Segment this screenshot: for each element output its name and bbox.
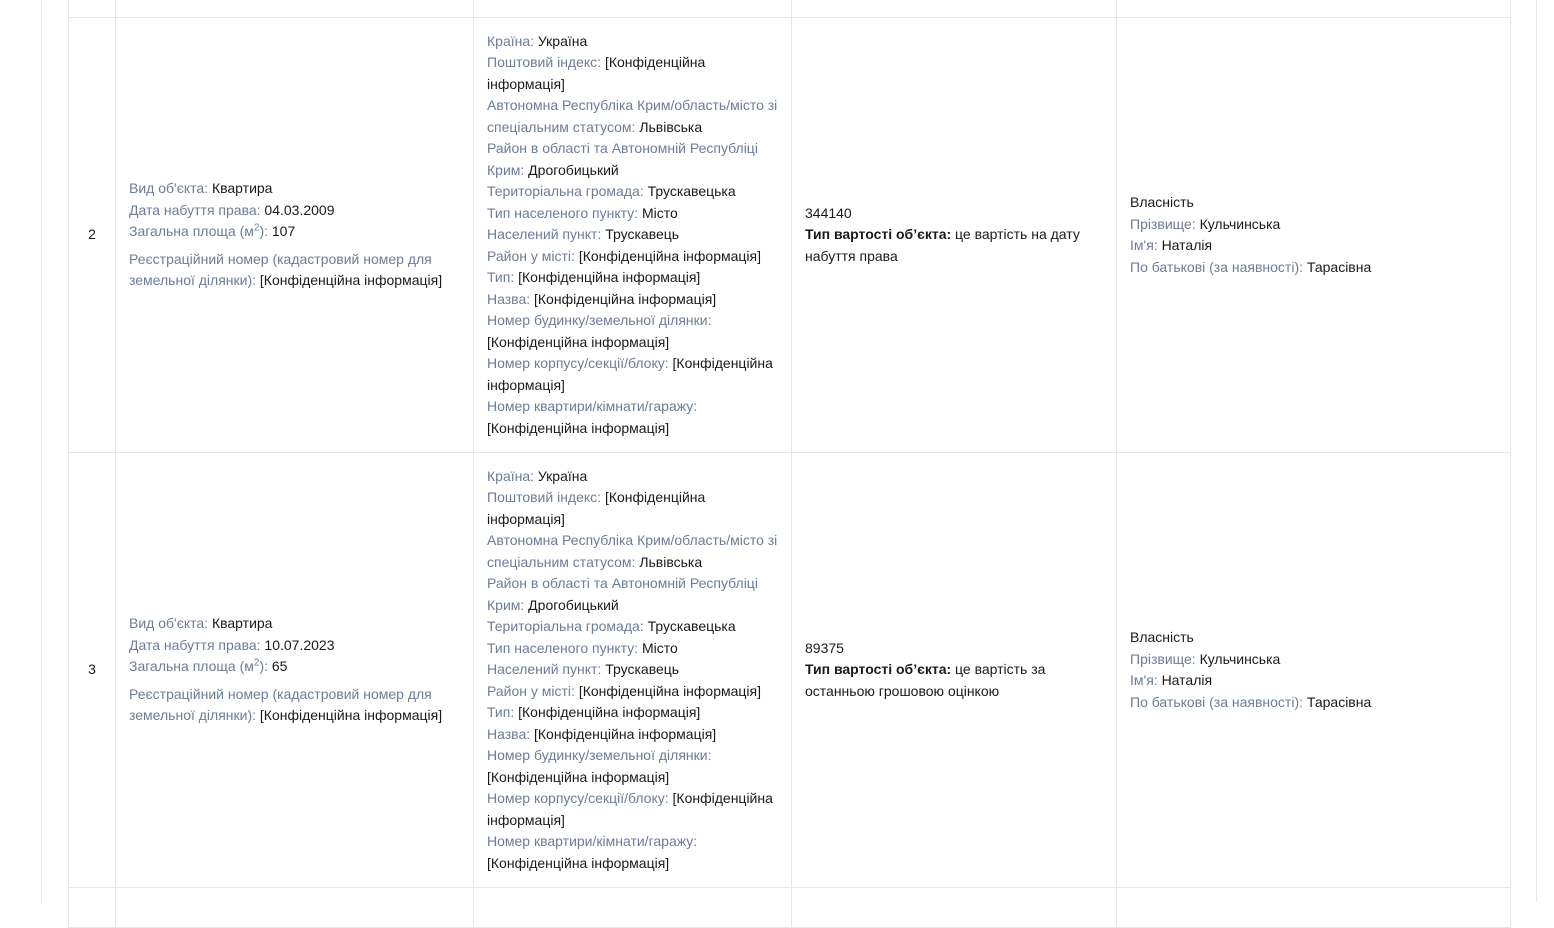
- patronymic-label: По батькові (за наявності):: [1130, 258, 1304, 275]
- object-type-value: Квартира: [211, 615, 273, 632]
- row-number: 2: [69, 18, 116, 453]
- community-label: Територіальна громада:: [487, 618, 644, 635]
- right-type: Власність: [1130, 194, 1194, 210]
- community-value: Трускавецька: [647, 618, 736, 635]
- area-value: 65: [271, 658, 288, 675]
- object-type-value: Квартира: [211, 180, 273, 197]
- country-label: Країна:: [487, 467, 535, 484]
- first-name-value: Наталія: [1161, 672, 1213, 688]
- postal-label: Поштовий індекс:: [487, 489, 602, 506]
- country-value: Україна: [537, 32, 588, 49]
- value-cell: [792, 18, 1117, 453]
- street-name-value: [Конфіденційна інформація]: [534, 290, 717, 307]
- owner-cell: [1117, 453, 1511, 888]
- district-value: Дрогобицький: [528, 161, 619, 178]
- reg-number-label: Реєстраційний номер (кадастровий номер для земельної ділянки):: [129, 685, 432, 724]
- reg-number-value: [Конфіденційна інформація]: [259, 707, 443, 724]
- settlement-label: Населений пункт:: [487, 661, 602, 678]
- apartment-label: Номер квартири/кімнати/гаражу:: [487, 398, 698, 415]
- value-type-label: Тип вартості об’єкта:: [805, 661, 952, 678]
- object-info-cell: [116, 453, 474, 888]
- building-value: [Конфіденційна інформація]: [487, 355, 773, 393]
- first-name-value: Наталія: [1161, 237, 1213, 253]
- patronymic-value: Тарасівна: [1306, 258, 1372, 275]
- house-label: Номер будинку/земельної ділянки:: [487, 747, 712, 764]
- surname-value: Кульчинська: [1199, 215, 1281, 232]
- object-type-label: Вид об'єкта:: [129, 180, 209, 197]
- region-value: Львівська: [639, 553, 703, 570]
- value-type-label: Тип вартості об’єкта:: [805, 226, 952, 243]
- street-name-label: Назва:: [487, 725, 531, 742]
- district-label: Район в області та Автономній Республіці Крим:: [487, 575, 758, 613]
- area-value: 107: [271, 223, 296, 240]
- district-value: Дрогобицький: [528, 596, 619, 613]
- address-cell: [474, 453, 792, 888]
- value-type-value: це вартість за останньою грошовою оцінкою: [805, 661, 1046, 699]
- acquisition-date-label: Дата набуття права:: [129, 636, 261, 653]
- street-type-value: [Конфіденційна інформація]: [518, 269, 701, 286]
- building-label: Номер корпусу/секції/блоку:: [487, 355, 669, 372]
- settlement-type-label: Тип населеного пункту:: [487, 204, 639, 221]
- country-label: Країна:: [487, 32, 535, 49]
- house-value: [Конфіденційна інформація]: [487, 333, 670, 350]
- settlement-label: Населений пункт:: [487, 226, 602, 243]
- postal-value: [Конфіденційна інформація]: [487, 489, 706, 527]
- settlement-value: Трускавець: [605, 226, 680, 243]
- table-row-previous: [69, 0, 1511, 18]
- surname-value: Кульчинська: [1199, 650, 1281, 667]
- house-value: [Конфіденційна інформація]: [487, 768, 670, 785]
- owner-cell: [1117, 18, 1511, 453]
- row-number: 3: [69, 453, 116, 888]
- city-district-value: [Конфіденційна інформація]: [578, 682, 762, 699]
- table-row: [69, 453, 1511, 888]
- value-type-value: це вартість на дату набуття права: [805, 226, 1080, 264]
- area-label: Загальна площа $(м^2)$:: [129, 222, 268, 240]
- postal-value: [Конфіденційна інформація]: [487, 54, 706, 92]
- house-label: Номер будинку/земельної ділянки:: [487, 312, 712, 329]
- table-row-next: [69, 888, 1511, 928]
- object-info-cell: [116, 18, 474, 453]
- city-district-label: Район у місті:: [487, 682, 575, 699]
- apartment-label: Номер квартири/кімнати/гаражу:: [487, 833, 698, 850]
- surname-label: Прізвище:: [1130, 650, 1196, 667]
- apartment-value: [Конфіденційна інформація]: [487, 419, 670, 436]
- reg-number-label: Реєстраційний номер (кадастровий номер для земельної ділянки):: [129, 250, 432, 289]
- street-name-label: Назва:: [487, 290, 531, 307]
- value-amount: 89375: [805, 639, 844, 656]
- city-district-label: Район у місті:: [487, 247, 575, 264]
- settlement-type-value: Місто: [641, 639, 678, 656]
- region-value: Львівська: [639, 118, 703, 135]
- postal-label: Поштовий індекс:: [487, 54, 602, 71]
- street-type-label: Тип:: [487, 704, 515, 721]
- area-label: Загальна площа $(м^2)$:: [129, 657, 268, 675]
- district-label: Район в області та Автономній Республіці Крим:: [487, 140, 758, 178]
- right-type: Власність: [1130, 629, 1194, 645]
- property-table: [68, 0, 1511, 928]
- first-name-label: Ім'я:: [1130, 237, 1158, 253]
- acquisition-date-value: 10.07.2023: [264, 636, 335, 653]
- street-type-value: [Конфіденційна інформація]: [518, 704, 701, 721]
- object-type-label: Вид об'єкта:: [129, 615, 209, 632]
- street-type-label: Тип:: [487, 269, 515, 286]
- value-amount: 344140: [805, 204, 852, 221]
- acquisition-date-label: Дата набуття права:: [129, 201, 261, 218]
- apartment-value: [Конфіденційна інформація]: [487, 854, 670, 871]
- community-label: Територіальна громада:: [487, 183, 644, 200]
- value-cell: [792, 453, 1117, 888]
- patronymic-label: По батькові (за наявності):: [1130, 693, 1304, 710]
- acquisition-date-value: 04.03.2009: [264, 201, 335, 218]
- address-cell: [474, 18, 792, 453]
- settlement-type-label: Тип населеного пункту:: [487, 639, 639, 656]
- reg-number-value: [Конфіденційна інформація]: [259, 272, 443, 289]
- building-value: [Конфіденційна інформація]: [487, 790, 773, 828]
- first-name-label: Ім'я:: [1130, 672, 1158, 688]
- table-row: [69, 18, 1511, 453]
- building-label: Номер корпусу/секції/блоку:: [487, 790, 669, 807]
- community-value: Трускавецька: [647, 183, 736, 200]
- settlement-type-value: Місто: [641, 204, 678, 221]
- surname-label: Прізвище:: [1130, 215, 1196, 232]
- region-label: Автономна Республіка Крим/область/місто зі спеціальним статусом:: [487, 532, 778, 570]
- street-name-value: [Конфіденційна інформація]: [534, 725, 717, 742]
- patronymic-value: Тарасівна: [1306, 693, 1372, 710]
- region-label: Автономна Республіка Крим/область/місто зі спеціальним статусом:: [487, 97, 778, 135]
- city-district-value: [Конфіденційна інформація]: [578, 247, 762, 264]
- country-value: Україна: [537, 467, 588, 484]
- settlement-value: Трускавець: [605, 661, 680, 678]
